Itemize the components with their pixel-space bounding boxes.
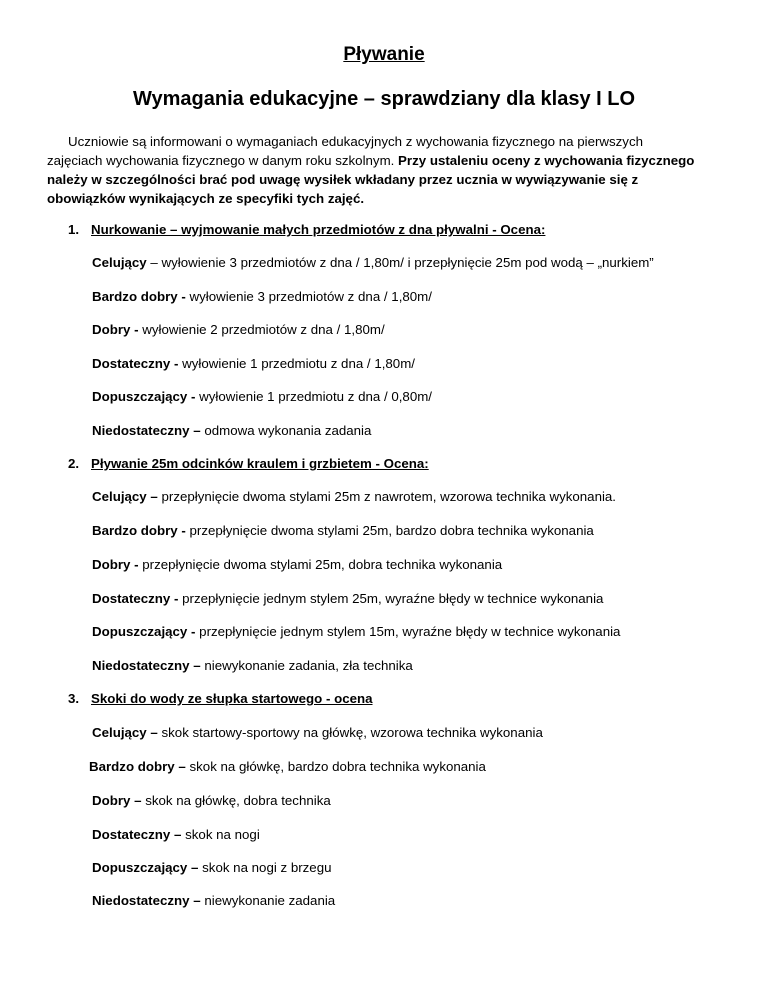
grade-description: skok na nogi z brzegu <box>202 860 332 875</box>
grade-label: Dobry <box>92 793 131 808</box>
intro-line: Uczniowie są informowani o wymaganiach edukacyjnych z wychowania fizycznego na pierwszych <box>68 134 643 149</box>
grade-label: Bardzo dobry <box>92 289 178 304</box>
grade-item <box>92 793 331 808</box>
grade-separator: - <box>187 389 200 404</box>
grade-description: wyłowienie 1 przedmiotu z dna / 1,80m/ <box>182 356 415 371</box>
grade-separator: - <box>130 557 143 572</box>
grade-description: przepłynięcie dwoma stylami 25m z nawrotem, wzorowa technika wykonania. <box>161 489 617 504</box>
grade-item <box>92 624 620 639</box>
grade-separator: - <box>177 289 190 304</box>
grade-separator: – <box>189 423 205 438</box>
grade-description: skok startowy-sportowy na główkę, wzorowa technika wykonania <box>161 725 543 740</box>
grade-separator: - <box>130 322 143 337</box>
grade-label: Dobry <box>92 557 131 572</box>
grade-item <box>92 255 654 270</box>
grade-separator: – <box>130 793 146 808</box>
grade-item <box>92 356 415 371</box>
section-title: Skoki do wody ze słupka startowego - ocena <box>91 691 373 706</box>
grade-item <box>92 827 260 842</box>
grade-label: Niedostateczny <box>92 423 190 438</box>
grade-label: Bardzo dobry <box>89 759 175 774</box>
intro-paragraph <box>47 132 737 208</box>
grade-label: Dostateczny <box>92 827 171 842</box>
page-subtitle: Wymagania edukacyjne – sprawdziany dla klasy I LO <box>132 88 636 110</box>
grade-label: Niedostateczny <box>92 658 190 673</box>
grade-item <box>92 423 371 438</box>
section-title: Nurkowanie – wyjmowanie małych przedmiotów z dna pływalni - Ocena: <box>91 222 546 237</box>
intro-bold-text: obowiązków wynikających ze specyfiki tych zajęć. <box>47 191 365 206</box>
grade-item <box>89 759 486 774</box>
grade-description: wyłowienie 1 przedmiotu z dna / 0,80m/ <box>199 389 432 404</box>
grade-description: skok na główkę, bardzo dobra technika wykonania <box>189 759 486 774</box>
grade-label: Celujący <box>92 255 147 270</box>
grade-separator: – <box>189 893 205 908</box>
intro-bold-text: Przy ustaleniu oceny z wychowania fizycznego <box>398 153 695 168</box>
grade-item <box>92 489 616 504</box>
grade-item <box>92 389 432 404</box>
grade-description: przepłynięcie dwoma stylami 25m, dobra technika wykonania <box>142 557 503 572</box>
grade-separator: – <box>146 725 162 740</box>
section-heading <box>68 456 429 471</box>
grade-description: niewykonanie zadania <box>204 893 336 908</box>
grade-item <box>92 860 332 875</box>
grade-label: Dostateczny <box>92 591 171 606</box>
grade-description: odmowa wykonania zadania <box>204 423 372 438</box>
grade-label: Dopuszczający <box>92 624 188 639</box>
grade-item <box>92 557 502 572</box>
grade-description: przepłynięcie jednym stylem 15m, wyraźne błędy w technice wykonania <box>199 624 621 639</box>
section-heading <box>68 222 545 237</box>
grade-description: wyłowienie 2 przedmiotów z dna / 1,80m/ <box>142 322 385 337</box>
grade-description: niewykonanie zadania, zła technika <box>204 658 413 673</box>
section-number: 1. <box>68 222 80 237</box>
grade-label: Niedostateczny <box>92 893 190 908</box>
grade-separator: – <box>187 860 203 875</box>
grade-label: Celujący <box>92 489 147 504</box>
section-heading <box>68 691 373 706</box>
grade-item <box>92 893 335 908</box>
grade-description: przepłynięcie dwoma stylami 25m, bardzo dobra technika wykonania <box>189 523 594 538</box>
page-title: Pływanie <box>343 44 425 65</box>
grade-item <box>92 591 603 606</box>
grade-description: wyłowienie 3 przedmiotów z dna / 1,80m/ i przepłynięcie 25m pod wodą – „nurkiem” <box>161 255 654 270</box>
grade-item <box>92 658 413 673</box>
grade-separator: – <box>174 759 190 774</box>
grade-description: wyłowienie 3 przedmiotów z dna / 1,80m/ <box>189 289 432 304</box>
grade-separator: – <box>146 489 162 504</box>
grade-separator: - <box>187 624 200 639</box>
grade-label: Dobry <box>92 322 131 337</box>
grade-label: Dopuszczający <box>92 860 188 875</box>
grade-label: Celujący <box>92 725 147 740</box>
intro-line: zajęciach wychowania fizycznego w danym roku szkolnym. <box>47 153 399 168</box>
grade-item <box>92 523 594 538</box>
grade-label: Bardzo dobry <box>92 523 178 538</box>
section-number: 2. <box>68 456 80 471</box>
intro-bold-text: należy w szczególności brać pod uwagę wysiłek wkładany przez ucznia w wywiązywanie się z <box>47 172 639 187</box>
grade-label: Dopuszczający <box>92 389 188 404</box>
grade-separator: – <box>170 827 186 842</box>
grade-separator: – <box>146 255 162 270</box>
grade-item <box>92 322 385 337</box>
grade-item <box>92 289 432 304</box>
grade-separator: - <box>170 356 183 371</box>
grade-item <box>92 725 543 740</box>
grade-label: Dostateczny <box>92 356 171 371</box>
grade-description: skok na nogi <box>185 827 260 842</box>
grade-separator: - <box>170 591 183 606</box>
section-title: Pływanie 25m odcinków kraulem i grzbietem - Ocena: <box>91 456 429 471</box>
section-number: 3. <box>68 691 80 706</box>
grade-separator: – <box>189 658 205 673</box>
grade-separator: - <box>177 523 190 538</box>
grade-description: skok na główkę, dobra technika <box>145 793 331 808</box>
grade-description: przepłynięcie jednym stylem 25m, wyraźne błędy w technice wykonania <box>182 591 604 606</box>
